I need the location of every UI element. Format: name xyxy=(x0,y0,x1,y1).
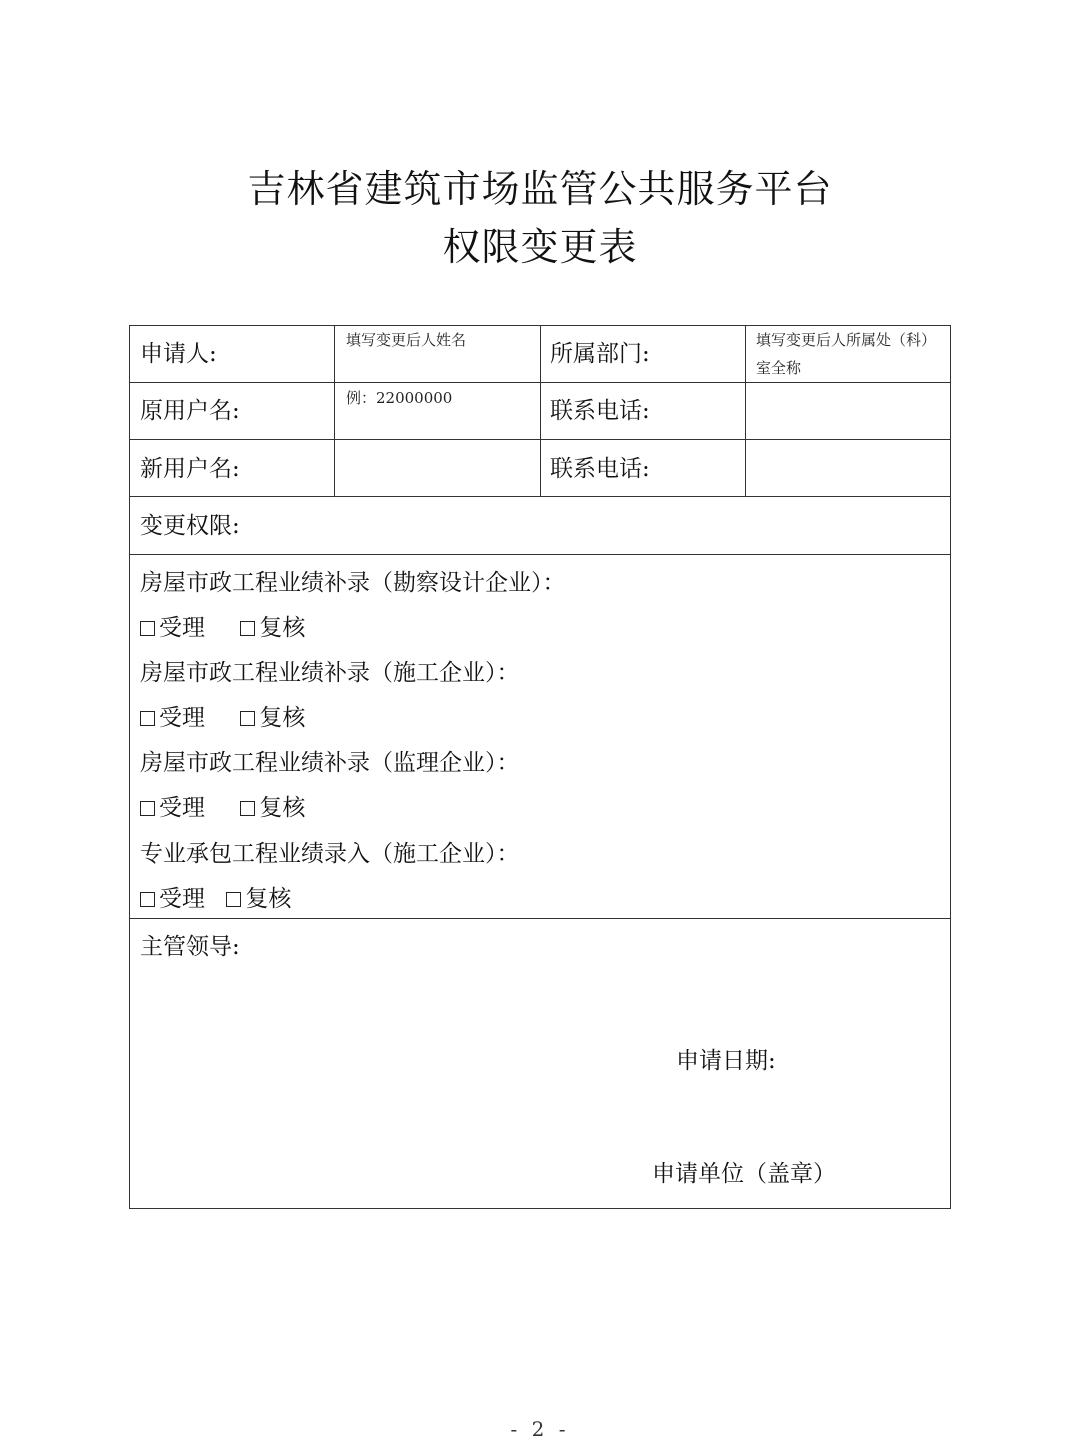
accept-label: 受理 xyxy=(159,615,205,641)
column-divider xyxy=(540,326,541,497)
accept-option[interactable] xyxy=(140,793,205,823)
permission-heading: 房屋市政工程业绩补录（勘察设计企业）： xyxy=(140,570,566,596)
review-label: 复核 xyxy=(259,705,306,731)
form-subtitle: 权限变更表 xyxy=(442,225,638,269)
checkbox[interactable] xyxy=(140,801,155,816)
form-title: 吉林省建筑市场监管公共服务平台 xyxy=(247,167,833,211)
checkbox[interactable] xyxy=(240,621,255,636)
accept-option[interactable] xyxy=(140,884,205,914)
permission-options xyxy=(140,613,305,643)
checkbox[interactable] xyxy=(140,711,155,726)
phone-field[interactable] xyxy=(746,440,950,496)
review-option[interactable] xyxy=(240,793,305,823)
permission-change-form xyxy=(129,325,951,1209)
permission-options xyxy=(140,703,305,733)
phone-field[interactable] xyxy=(746,383,950,439)
review-option[interactable] xyxy=(226,884,291,914)
permission-options xyxy=(140,793,305,823)
permission-heading: 专业承包工程业绩录入（施工企业）： xyxy=(140,841,520,867)
review-option[interactable] xyxy=(240,613,305,643)
review-label: 复核 xyxy=(259,615,306,641)
new-username-label: 新用户名: xyxy=(140,456,240,482)
department-label: 所属部门: xyxy=(550,341,650,367)
permission-heading: 房屋市政工程业绩补录（监理企业）： xyxy=(140,750,520,776)
accept-option[interactable] xyxy=(140,703,205,733)
department-field[interactable]: 填写变更后人所属处（科）室全称 xyxy=(756,331,937,377)
supervisor-label: 主管领导: xyxy=(140,934,240,960)
checkbox[interactable] xyxy=(240,801,255,816)
accept-label: 受理 xyxy=(159,705,205,731)
checkbox[interactable] xyxy=(226,892,241,907)
review-option[interactable] xyxy=(240,703,305,733)
application-date-label: 申请日期: xyxy=(676,1048,776,1074)
checkbox[interactable] xyxy=(240,711,255,726)
old-username-label: 原用户名: xyxy=(140,398,240,424)
review-label: 复核 xyxy=(245,886,292,912)
review-label: 复核 xyxy=(259,795,306,821)
permission-options xyxy=(140,884,291,914)
row-divider xyxy=(130,918,950,919)
accept-option[interactable] xyxy=(140,613,205,643)
change-permission-label: 变更权限: xyxy=(140,513,240,539)
row-divider xyxy=(130,554,950,555)
checkbox[interactable] xyxy=(140,892,155,907)
applicant-unit-stamp-label: 申请单位（盖章） xyxy=(652,1161,836,1187)
accept-label: 受理 xyxy=(159,795,205,821)
page-number: - 2 - xyxy=(510,1417,570,1441)
applicant-field[interactable]: 填写变更后人姓名 xyxy=(346,331,467,349)
old-username-field[interactable]: 例：22000000 xyxy=(346,389,453,407)
accept-label: 受理 xyxy=(159,886,205,912)
new-username-field[interactable] xyxy=(335,440,540,496)
checkbox[interactable] xyxy=(140,621,155,636)
phone-label: 联系电话: xyxy=(550,398,650,424)
phone-label: 联系电话: xyxy=(550,456,650,482)
applicant-label: 申请人: xyxy=(140,341,217,367)
permission-heading: 房屋市政工程业绩补录（施工企业）： xyxy=(140,660,520,686)
